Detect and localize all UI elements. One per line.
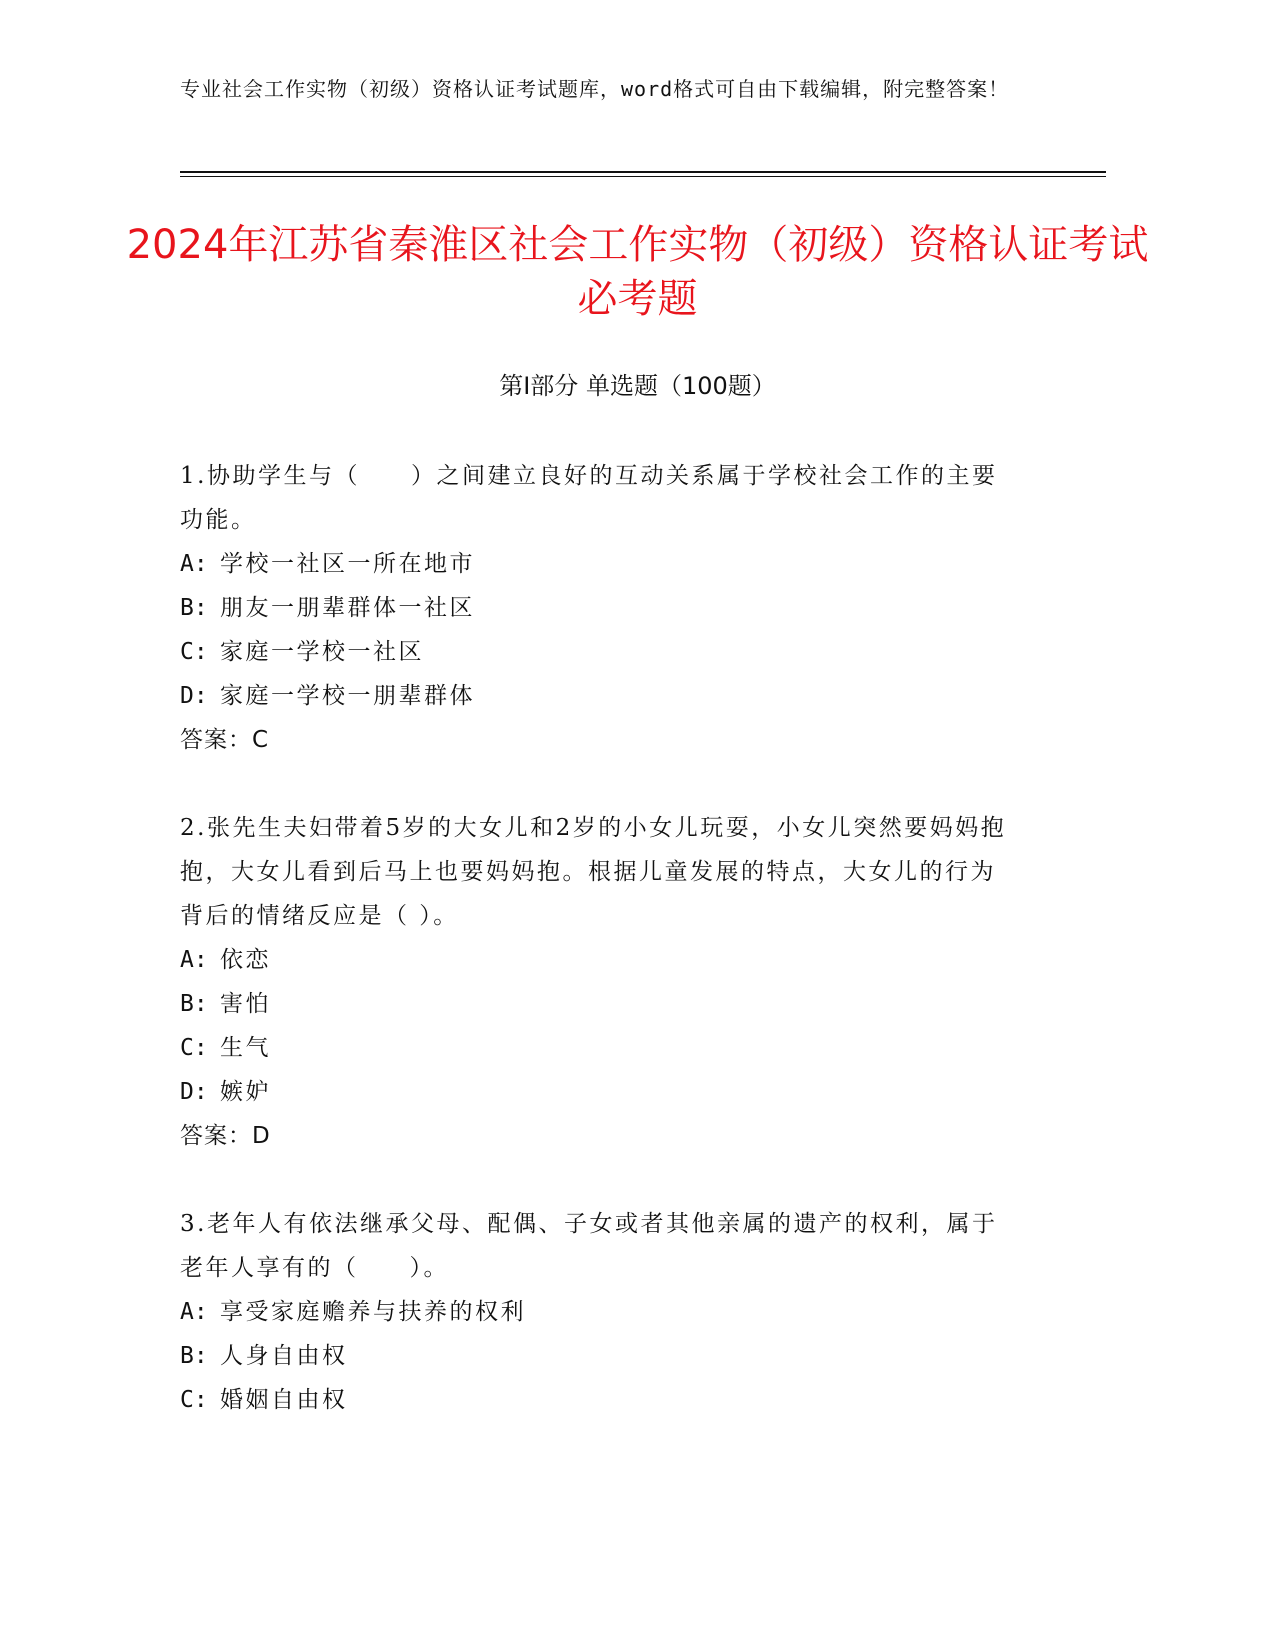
option-letter: C:: [180, 639, 208, 665]
option-b: [180, 1334, 1020, 1378]
option-letter: A:: [180, 947, 208, 973]
option-d: [180, 674, 1020, 718]
option-text: 生气: [220, 1035, 271, 1061]
option-letter: C:: [180, 1387, 208, 1413]
option-letter: A:: [180, 551, 208, 577]
answer: 答案：D: [180, 1123, 271, 1149]
option-c: [180, 1026, 1020, 1070]
question-2: [180, 806, 1020, 1158]
question-list: [180, 454, 1020, 1466]
option-letter: B:: [180, 1343, 208, 1369]
option-letter: B:: [180, 595, 208, 621]
option-letter: D:: [180, 1079, 208, 1105]
answer: 答案：C: [180, 727, 270, 753]
document-title: 2024年江苏省秦淮区社会工作实物（初级）资格认证考试必考题: [126, 222, 1149, 322]
option-letter: B:: [180, 991, 208, 1017]
option-c: [180, 630, 1020, 674]
option-a: [180, 1290, 1020, 1334]
option-text: 享受家庭赡养与扶养的权利: [220, 1299, 526, 1325]
option-text: 嫉妒: [220, 1079, 271, 1105]
option-c: [180, 1378, 1020, 1422]
option-text: 婚姻自由权: [220, 1387, 348, 1413]
question-1: [180, 454, 1020, 762]
header-note: 专业社会工作实物（初级）资格认证考试题库，word格式可自由下载编辑，附完整答案！: [180, 77, 1010, 101]
question-stem: 2.张先生夫妇带着5岁的大女儿和2岁的小女儿玩耍，小女儿突然要妈妈抱抱，大女儿看到后马上也要妈妈抱。根据儿童发展的特点，大女儿的行为背后的情绪反应是（ ）。: [180, 815, 1007, 929]
header-divider-thin: [180, 176, 1106, 177]
option-a: [180, 542, 1020, 586]
question-stem: 3.老年人有依法继承父母、配偶、子女或者其他亲属的遗产的权利，属于老年人享有的（ ）。: [180, 1211, 998, 1281]
option-text: 家庭一学校一社区: [220, 639, 424, 665]
question-3: [180, 1202, 1020, 1422]
option-text: 人身自由权: [220, 1343, 348, 1369]
option-text: 依恋: [220, 947, 271, 973]
option-text: 家庭一学校一朋辈群体: [220, 683, 475, 709]
section-heading: 第Ⅰ部分 单选题（100题）: [499, 372, 776, 400]
option-d: [180, 1070, 1020, 1114]
option-letter: C:: [180, 1035, 208, 1061]
question-stem: 1.协助学生与（ ）之间建立良好的互动关系属于学校社会工作的主要功能。: [180, 463, 998, 533]
option-a: [180, 938, 1020, 982]
option-text: 害怕: [220, 991, 271, 1017]
option-text: 学校一社区一所在地市: [220, 551, 475, 577]
option-b: [180, 982, 1020, 1026]
header-divider-thick: [180, 171, 1106, 173]
option-letter: D:: [180, 683, 208, 709]
option-b: [180, 586, 1020, 630]
option-text: 朋友一朋辈群体一社区: [220, 595, 475, 621]
option-letter: A:: [180, 1299, 208, 1325]
